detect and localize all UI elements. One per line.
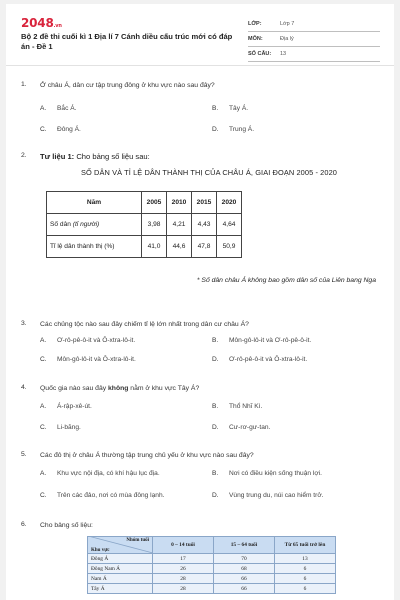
row-label: Nam Á — [88, 574, 153, 584]
meta-label: MÔN: — [248, 36, 263, 42]
option-c[interactable]: C. Môn-gô-lô-it và Ô-xtra-lô-it. — [40, 356, 136, 363]
meta-value: 13 — [280, 51, 287, 57]
site-logo[interactable]: 2048.vn — [21, 16, 62, 30]
table-cell: 28 — [153, 574, 214, 584]
table-cell: 47,8 — [192, 236, 217, 258]
table-row — [88, 574, 336, 584]
corner-top-label: Nhóm tuổi — [126, 538, 149, 543]
table-header-cell: 15 – 64 tuổi — [214, 537, 275, 554]
document-header — [6, 4, 394, 66]
table-header-cell: Từ 65 tuổi trở lên — [275, 537, 336, 554]
table-row — [88, 584, 336, 594]
table-cell: 41,0 — [142, 236, 167, 258]
option-a[interactable]: A. Bắc Á. — [40, 105, 77, 112]
question-5 — [21, 451, 381, 503]
table-header-row — [88, 537, 336, 554]
table-cell: 4,64 — [217, 214, 242, 236]
option-b[interactable]: B. Thổ Nhĩ Kì. — [212, 403, 263, 410]
table-title: SỐ DÂN VÀ TỈ LỆ DÂN THÀNH THỊ CỦA CHÂU Á, GIAI ĐOẠN 2005 - 2020 — [80, 168, 337, 177]
option-a[interactable]: A. Ơ-rô-pê-ô-it và Ô-xtra-lô-it. — [40, 337, 136, 344]
meta-label: LỚP: — [248, 21, 262, 27]
table-header-cell: 2020 — [217, 192, 242, 214]
table-corner-cell — [88, 537, 153, 554]
option-c[interactable]: C. Li-băng. — [40, 424, 81, 431]
population-table — [46, 191, 242, 258]
option-a[interactable]: A. Khu vực nội địa, có khí hậu lục địa. — [40, 470, 160, 477]
row-label: Tỉ lệ dân thành thị (%) — [47, 236, 142, 258]
meta-value: Địa lý — [280, 36, 294, 42]
option-b[interactable]: B. Nơi có điều kiện sống thuận lợi. — [212, 470, 322, 477]
table-header-cell: Năm — [47, 192, 142, 214]
document-page — [6, 4, 394, 600]
age-structure-table — [87, 536, 336, 594]
table-cell: 4,43 — [192, 214, 217, 236]
table-note: * Số dân châu Á không bao gồm dân số của Liên bang Nga — [196, 277, 376, 284]
table-cell: 70 — [214, 554, 275, 564]
question-1 — [21, 81, 381, 141]
table-cell: 44,6 — [167, 236, 192, 258]
option-d[interactable]: D. Vùng trung du, núi cao hiểm trở. — [212, 492, 324, 499]
table-cell: 28 — [153, 584, 214, 594]
table-header-cell: 2010 — [167, 192, 192, 214]
table-row — [47, 236, 242, 258]
option-b[interactable]: B. Tây Á. — [212, 105, 249, 112]
source-label: Tư liệu 1: Cho bảng số liệu sau: — [40, 152, 150, 161]
table-row — [88, 554, 336, 564]
option-c[interactable]: C. Trên các đảo, nơi có mùa đông lạnh. — [40, 492, 165, 499]
meta-info — [248, 17, 380, 62]
meta-label: SỐ CÂU: — [248, 51, 272, 57]
option-d[interactable]: D. Ơ-rô-pê-ô-it và Ô-xtra-lô-it. — [212, 356, 308, 363]
table-cell: 3,98 — [142, 214, 167, 236]
table-cell: 4,21 — [167, 214, 192, 236]
question-number: 1. — [21, 81, 27, 88]
question-text: Các chủng tộc nào sau đây chiếm tỉ lệ lớn nhất trong dân cư châu Á? — [40, 321, 249, 328]
question-number: 5. — [21, 451, 27, 458]
row-label: Tây Á — [88, 584, 153, 594]
table-cell: 66 — [214, 584, 275, 594]
document-title: Bộ 2 đề thi cuối kì 1 Địa lí 7 Cánh diều cấu trúc mới có đáp án - Đề 1 — [21, 32, 233, 51]
question-number: 4. — [21, 384, 27, 391]
question-number: 6. — [21, 521, 27, 528]
table-cell: 66 — [214, 574, 275, 584]
question-2 — [21, 152, 381, 302]
table-header-cell: 2005 — [142, 192, 167, 214]
table-cell: 6 — [275, 574, 336, 584]
row-label: Đông Á — [88, 554, 153, 564]
question-text: Quốc gia nào sau đây không nằm ở khu vực Tây Á? — [40, 385, 200, 392]
table-header-cell: 2015 — [192, 192, 217, 214]
question-3 — [21, 320, 381, 370]
table-cell: 68 — [214, 564, 275, 574]
question-text: Ở châu Á, dân cư tập trung đông ở khu vực nào sau đây? — [40, 82, 215, 89]
meta-value: Lớp 7 — [280, 21, 295, 27]
option-a[interactable]: A. Á-rập-xê-út. — [40, 403, 92, 410]
option-c[interactable]: C. Đông Á. — [40, 126, 81, 133]
option-d[interactable]: D. Cư-rơ-gư-tan. — [212, 424, 271, 431]
meta-row-count — [248, 47, 380, 62]
table-cell: 26 — [153, 564, 214, 574]
question-6 — [21, 521, 381, 600]
option-b[interactable]: B. Môn-gô-lô-it và Ơ-rô-pê-ô-it. — [212, 337, 312, 344]
question-number: 3. — [21, 320, 27, 327]
table-row — [88, 564, 336, 574]
row-label: Đông Nam Á — [88, 564, 153, 574]
table-cell: 6 — [275, 564, 336, 574]
question-text: Cho bảng số liệu: — [40, 522, 93, 529]
row-label: Số dân (tỉ người) — [47, 214, 142, 236]
table-cell: 6 — [275, 584, 336, 594]
table-cell: 13 — [275, 554, 336, 564]
corner-bottom-label: Khu vực — [91, 548, 110, 553]
table-row — [47, 214, 242, 236]
meta-row-subject — [248, 32, 380, 47]
question-text: Các đô thị ở châu Á thường tập trung chủ yếu ở khu vực nào sau đây? — [40, 452, 254, 459]
table-header-row — [47, 192, 242, 214]
table-header-cell: 0 – 14 tuổi — [153, 537, 214, 554]
question-number: 2. — [21, 152, 27, 159]
option-d[interactable]: D. Trung Á. — [212, 126, 255, 133]
table-cell: 17 — [153, 554, 214, 564]
table-cell: 50,9 — [217, 236, 242, 258]
question-4 — [21, 384, 381, 434]
meta-row-class — [248, 17, 380, 32]
